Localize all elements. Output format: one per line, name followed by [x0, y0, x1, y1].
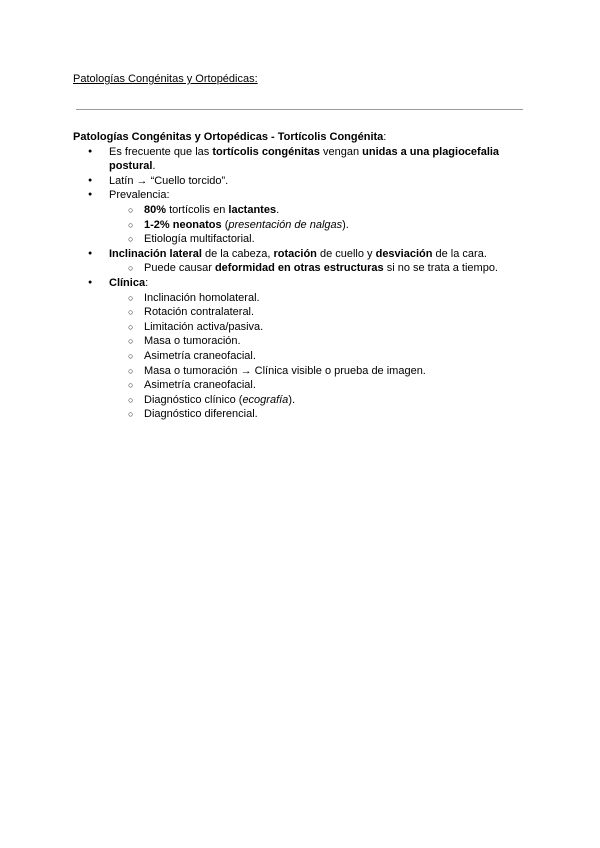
text: de la cara. — [432, 247, 487, 260]
list-item-clinica — [73, 276, 523, 422]
list-item-frecuente — [73, 145, 523, 174]
text: Etiología multifactorial. — [144, 233, 255, 246]
list-item-inclinacion — [73, 247, 523, 276]
text: . — [152, 160, 156, 173]
prevalencia-sublist — [109, 203, 523, 247]
sublist-item — [73, 218, 523, 233]
list-item-prevalencia — [73, 188, 523, 246]
text: de la cabeza, — [201, 247, 274, 260]
bold-text: rotación — [273, 247, 317, 260]
bold-text: tortícolis congénitas — [212, 145, 320, 158]
sublist-item — [73, 203, 523, 218]
document-body — [73, 130, 523, 422]
sublist-item: ○ Inclinación homolateral. — [73, 291, 523, 306]
clinica-sublist — [109, 291, 523, 422]
text: Diagnóstico clínico ( — [144, 393, 243, 406]
bold-text: 1-2% neonatos — [144, 218, 222, 231]
inclinacion-sublist — [109, 261, 523, 276]
text: ). — [288, 393, 296, 406]
italic-text: ecografía — [242, 393, 289, 406]
italic-text: presentación de nalgas — [228, 218, 343, 231]
bold-text: 80% — [144, 203, 167, 216]
text: si no se trata a tiempo. — [383, 262, 498, 275]
text: : — [145, 276, 149, 289]
bold-text: unidas a una plagiocefalia postural — [109, 145, 500, 173]
bold-text: Clínica — [109, 276, 146, 289]
text: Es frecuente que las — [109, 145, 213, 158]
section-title-suffix: : — [383, 131, 387, 143]
text: vengan — [319, 145, 363, 158]
text: Prevalencia: — [109, 189, 170, 202]
text: ). — [342, 218, 349, 231]
bold-text: lactantes — [228, 203, 277, 216]
bold-text: Inclinación lateral — [109, 247, 202, 260]
sublist-item — [73, 393, 523, 408]
text: tortícolis en — [166, 203, 229, 216]
sublist-item: ○ Asimetría craneofacial. — [73, 378, 523, 393]
page-header-title: Patologías Congénitas y Ortopédicas: — [73, 73, 258, 85]
sublist-item — [73, 261, 523, 276]
sublist-item: ○ Rotación contralateral. — [73, 305, 523, 320]
section-title — [73, 130, 523, 145]
text: Puede causar — [144, 262, 215, 275]
bold-text: deformidad en otras estructuras — [214, 262, 384, 275]
text: ( — [221, 218, 229, 231]
sublist-item: ○ Masa o tumoración. — [73, 334, 523, 349]
text: . — [276, 203, 280, 216]
sublist-item — [73, 232, 523, 247]
sublist-item: ○ Diagnóstico diferencial. — [73, 407, 523, 422]
section-title-text: Patologías Congénitas y Ortopédicas - Tortícolis Congénita — [73, 131, 384, 143]
sublist-item: ○ Asimetría craneofacial. — [73, 349, 523, 364]
text: Latín → “Cuello torcido”. — [109, 174, 229, 187]
list-item-latin — [73, 174, 523, 189]
sublist-item: ○ Masa o tumoración → Clínica visible o prueba de imagen. — [73, 364, 523, 379]
text: de cuello y — [316, 247, 376, 260]
header-divider — [76, 109, 523, 110]
bold-text: desviación — [375, 247, 433, 260]
main-bullet-list — [73, 145, 523, 422]
sublist-item: ○ Limitación activa/pasiva. — [73, 320, 523, 335]
